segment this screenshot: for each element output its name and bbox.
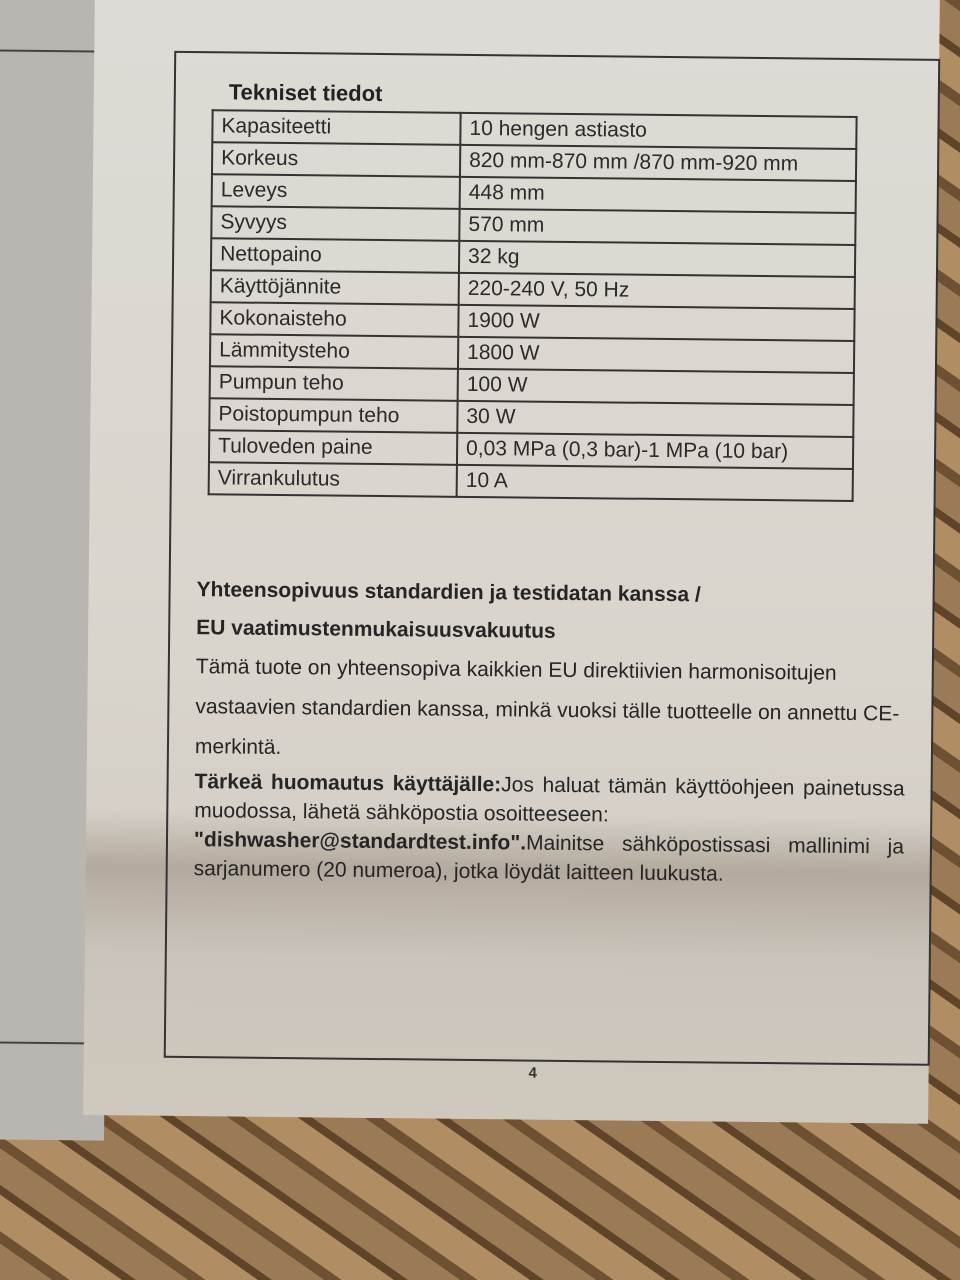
- spec-label: Kokonaisteho: [210, 302, 458, 337]
- compliance-title-2: EU vaatimustenmukaisuusvakuutus: [196, 616, 556, 643]
- notice-text: Jos haluat tämän käyttöohjeen painetussa muodossa, lähetä sähköpostia osoitteeseen:: [194, 773, 905, 827]
- email-paragraph: [194, 825, 905, 890]
- compliance-body: Tämä tuote on yhteensopiva kaikkien EU direktiivien harmonisoitujen vastaavien standardien kanssa, minkä vuoksi tälle tuotteelle on annettu CE-merkintä.: [194, 655, 900, 759]
- compliance-section: [194, 571, 907, 890]
- spec-value: 100 W: [458, 369, 854, 405]
- spec-value: 820 mm-870 mm /870 mm-920 mm: [460, 145, 856, 181]
- spec-value: 30 W: [457, 401, 853, 437]
- spec-value: 10 A: [457, 465, 853, 501]
- spec-value: 220-240 V, 50 Hz: [459, 273, 855, 309]
- spec-label: Käyttöjännite: [211, 270, 459, 305]
- spec-value: 448 mm: [460, 177, 856, 213]
- spec-label: Tuloveden paine: [209, 430, 457, 465]
- spec-label: Nettopaino: [211, 238, 459, 273]
- spec-value: 32 kg: [459, 241, 855, 277]
- compliance-title-1: Yhteensopivuus standardien ja testidatan kanssa /: [196, 578, 701, 607]
- spec-label: Lämmitysteho: [210, 334, 458, 369]
- spec-value: 570 mm: [459, 209, 855, 245]
- spec-value: 1900 W: [458, 305, 854, 341]
- spec-label: Korkeus: [212, 142, 460, 177]
- spec-label: Syvyys: [211, 206, 459, 241]
- manual-page: [83, 0, 940, 1124]
- notice-label: Tärkeä huomautus käyttäjälle:: [194, 770, 502, 797]
- page-number: 4: [528, 1064, 538, 1082]
- spec-label: Pumpun teho: [210, 366, 458, 401]
- user-notice: [194, 767, 905, 832]
- spec-value: 1800 W: [458, 337, 854, 373]
- spec-label: Virrankulutus: [209, 462, 457, 497]
- spec-row: [209, 462, 853, 501]
- spec-table: [208, 109, 858, 502]
- spec-label: Poistopumpun teho: [209, 398, 457, 433]
- spec-value: 10 hengen astiasto: [460, 113, 856, 149]
- spec-heading: Tekniset tiedot: [228, 79, 383, 107]
- spec-value: 0,03 MPa (0,3 bar)-1 MPa (10 bar): [457, 433, 853, 469]
- notice-end: Mainitse sähköpostissasi mallinimi ja sarjanumero (20 numeroa), jotka löydät laitteen luukusta.: [193, 831, 905, 886]
- spec-label: Kapasiteetti: [212, 110, 460, 145]
- spec-label: Leveys: [212, 174, 460, 209]
- email-address: "dishwasher@standardtest.info".: [193, 828, 527, 855]
